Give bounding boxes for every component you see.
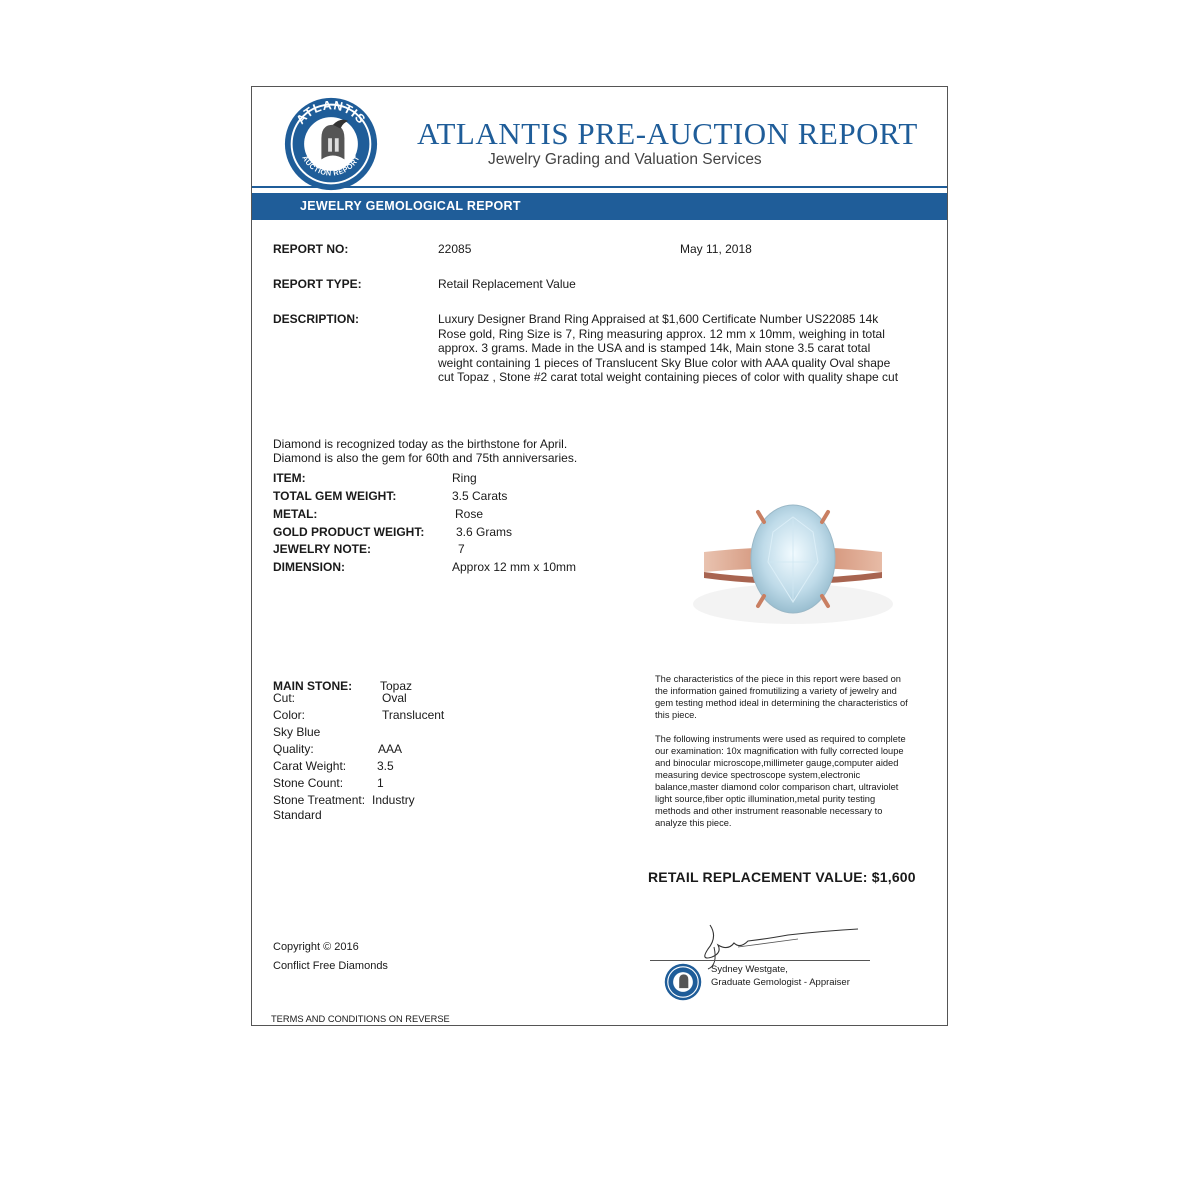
main-stone-value: Topaz: [380, 679, 413, 693]
section-band: [252, 193, 947, 220]
report-no-value: 22085: [438, 242, 472, 256]
svg-text:ATLANTIS: ATLANTIS: [293, 98, 369, 127]
color-value: Translucent: [382, 708, 445, 722]
svg-text:AUCTION REPORT: AUCTION REPORT: [300, 153, 362, 178]
stone-count-value: 1: [377, 776, 384, 790]
total-gem-weight-value: 3.5 Carats: [452, 489, 508, 503]
instruments-note: The following instruments were used as required to complete our examination: 10x magnification with fully corrected loupe and binocular microscope,millimeter gauge,computer aided measuring device spectroscope system,electronic balance,master diamond color comparison chart, ultraviolet light source,fiber optic illumination,metal purity testing methods and other instrument reasonable necessary to analyze this piece.: [655, 734, 906, 828]
ring-image: [678, 492, 908, 642]
terms-note: TERMS AND CONDITIONS ON REVERSE: [271, 1014, 450, 1024]
stone-treatment-label: Stone Treatment:: [273, 793, 366, 807]
color-label: Color:: [273, 708, 306, 722]
jewelry-note-value: 7: [458, 542, 465, 556]
main-stone-label: MAIN STONE:: [273, 679, 353, 693]
logo-lettering: [283, 96, 379, 192]
report-document: [251, 86, 948, 1026]
company-name: Conflict Free Diamonds: [273, 960, 388, 972]
cut-label: Cut:: [273, 691, 296, 705]
signer-name: Sydney Westgate,: [711, 964, 788, 975]
report-no-label: REPORT NO:: [273, 242, 349, 256]
carat-weight-label: Carat Weight:: [273, 759, 347, 773]
quality-value: AAA: [378, 742, 403, 756]
gold-weight-value: 3.6 Grams: [456, 525, 513, 539]
report-type-label: REPORT TYPE:: [273, 277, 362, 291]
dimension-value: Approx 12 mm x 10mm: [452, 560, 577, 574]
item-label: ITEM:: [273, 471, 306, 485]
retail-replacement-value: RETAIL REPLACEMENT VALUE: $1,600: [648, 869, 916, 885]
birthstone-line-2: Diamond is also the gem for 60th and 75th anniversaries.: [273, 451, 578, 465]
band-label: JEWELRY GEMOLOGICAL REPORT: [300, 199, 521, 213]
report-date: May 11, 2018: [680, 242, 752, 256]
stone-treatment-value-2: Standard: [273, 808, 322, 822]
item-value: Ring: [452, 471, 477, 485]
cut-value: Oval: [382, 691, 407, 705]
jewelry-note-label: JEWELRY NOTE:: [273, 542, 372, 556]
metal-value: Rose: [455, 507, 484, 521]
color-value-2: Sky Blue: [273, 725, 321, 739]
atlantis-seal: [664, 963, 702, 1001]
birthstone-line-1: Diamond is recognized today as the birthstone for April.: [273, 437, 568, 451]
gold-weight-label: GOLD PRODUCT WEIGHT:: [273, 525, 425, 539]
header-divider: [252, 186, 947, 188]
copyright: Copyright © 2016: [273, 941, 359, 953]
stone-count-label: Stone Count:: [273, 776, 344, 790]
signature-line: [650, 960, 870, 961]
report-subtitle: Jewelry Grading and Valuation Services: [488, 151, 762, 168]
stone-treatment-value: Industry: [372, 793, 415, 807]
report-title: ATLANTIS PRE-AUCTION REPORT: [417, 116, 918, 151]
quality-label: Quality:: [273, 742, 314, 756]
signer-title: Graduate Gemologist - Appraiser: [711, 977, 850, 988]
total-gem-weight-label: TOTAL GEM WEIGHT:: [273, 489, 397, 503]
dimension-label: DIMENSION:: [273, 560, 345, 574]
characteristics-note: The characteristics of the piece in this report were based on the information gained fromutilizing a variety of jewelry and gem testing method ideal in determining the characteristics of this piece.: [655, 674, 908, 720]
report-type-value: Retail Replacement Value: [438, 277, 576, 291]
carat-weight-value: 3.5: [377, 759, 394, 773]
metal-label: METAL:: [273, 507, 318, 521]
description-label: DESCRIPTION:: [273, 312, 360, 326]
description-value: Luxury Designer Brand Ring Appraised at $1,600 Certificate Number US22085 14k Rose gold, Ring Size is 7, Ring measuring approx. 12 mm x 10mm, weighing in total approx. 3 grams. Made in the USA and is stamped 14k, Main stone 3.5 carat total weight containing 1 pieces of Translucent Sky Blue color with AAA quality Oval shape cut Topaz , Stone #2 carat total weight containing pieces of color with quality shape cut: [438, 312, 899, 384]
